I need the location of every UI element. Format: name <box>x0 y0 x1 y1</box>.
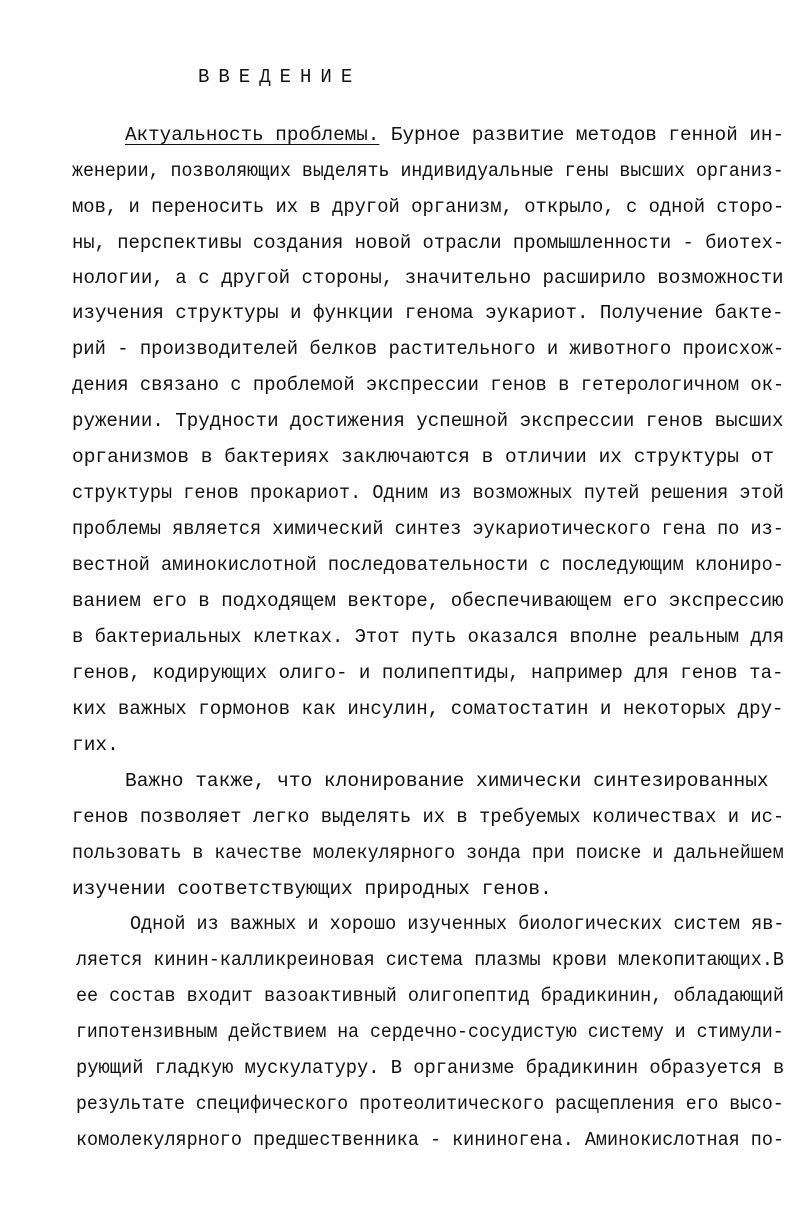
text-line: организмов в бактериях заключаются в отличии их структуры от <box>72 446 775 468</box>
text-line: гипотензивным действием на сердечно-сосудистую систему и стимули- <box>76 1021 784 1043</box>
text-line: гих. <box>72 734 119 756</box>
text-line: пользовать в качестве молекулярного зонда при поиске и дальнейшем <box>72 842 784 864</box>
text-line: мов, и переносить их в другой организм, открыло, с одной сторо- <box>72 196 785 218</box>
text-line: Одной из важных и хорошо изученных биологических систем яв- <box>130 913 785 935</box>
text-line: в бактериальных клетках. Этот путь оказался вполне реальным для <box>72 626 785 648</box>
text-line: структуры генов прокариот. Одним из возможных путей решения этой <box>72 482 784 504</box>
text-line: Важно также, что клонирование химически синтезированных <box>125 770 769 792</box>
text-line: ружении. Трудности достижения успешной экспрессии генов высших <box>72 410 784 432</box>
text-line: ее состав входит вазоактивный олигопептид брадикинин, обладающий <box>76 985 784 1007</box>
text-line: вестной аминокислотной последовательности с последующим клониро- <box>72 554 784 576</box>
page-title: ВВЕДЕНИЕ <box>198 66 362 88</box>
text-line: дения связано с проблемой экспрессии генов в гетерологичном ок- <box>72 374 785 396</box>
text-line: Бурное развитие методов генной ин- <box>379 124 785 146</box>
text-line: ляется кинин-калликреиновая система плазмы крови млекопитающих.В <box>76 949 784 971</box>
text-line: ны, перспективы создания новой отрасли промышленности - биотех- <box>72 232 785 254</box>
text-line: результате специфического протеолитического расщепления его высо- <box>76 1093 784 1115</box>
text-line: изучении соответствующих природных генов. <box>72 878 552 900</box>
text-line: нологии, а с другой стороны, значительно расширило возможности <box>72 267 784 289</box>
text-line: рующий гладкую мускулатуру. В организме брадикинин образуется в <box>76 1057 785 1079</box>
text-line: комолекулярного предшественника - кининогена. Аминокислотная по- <box>76 1129 784 1151</box>
text-line: рий - производителей белков растительного и животного происхож- <box>72 338 785 360</box>
text-line: ванием его в подходящем векторе, обеспечивающем его экспрессию <box>72 590 784 612</box>
section-heading: Актуальность проблемы. <box>125 124 380 146</box>
text-line: генов, кодирующих олиго- и полипептиды, например для генов та- <box>72 662 784 684</box>
text-line: генов позволяет легко выделять их в требуемых количествах и ис- <box>72 806 785 828</box>
text-line: проблемы является химический синтез эукариотического гена по из- <box>72 518 784 540</box>
text-line: ких важных гормонов как инсулин, соматостатин и некоторых дру- <box>72 698 784 720</box>
text-line: изучения структуры и функции генома эукариот. Получение бакте- <box>72 302 784 324</box>
text-line: женерии, позволяющих выделять индивидуальные гены высших организ- <box>72 160 784 182</box>
paragraph-1-first-line <box>125 123 784 147</box>
